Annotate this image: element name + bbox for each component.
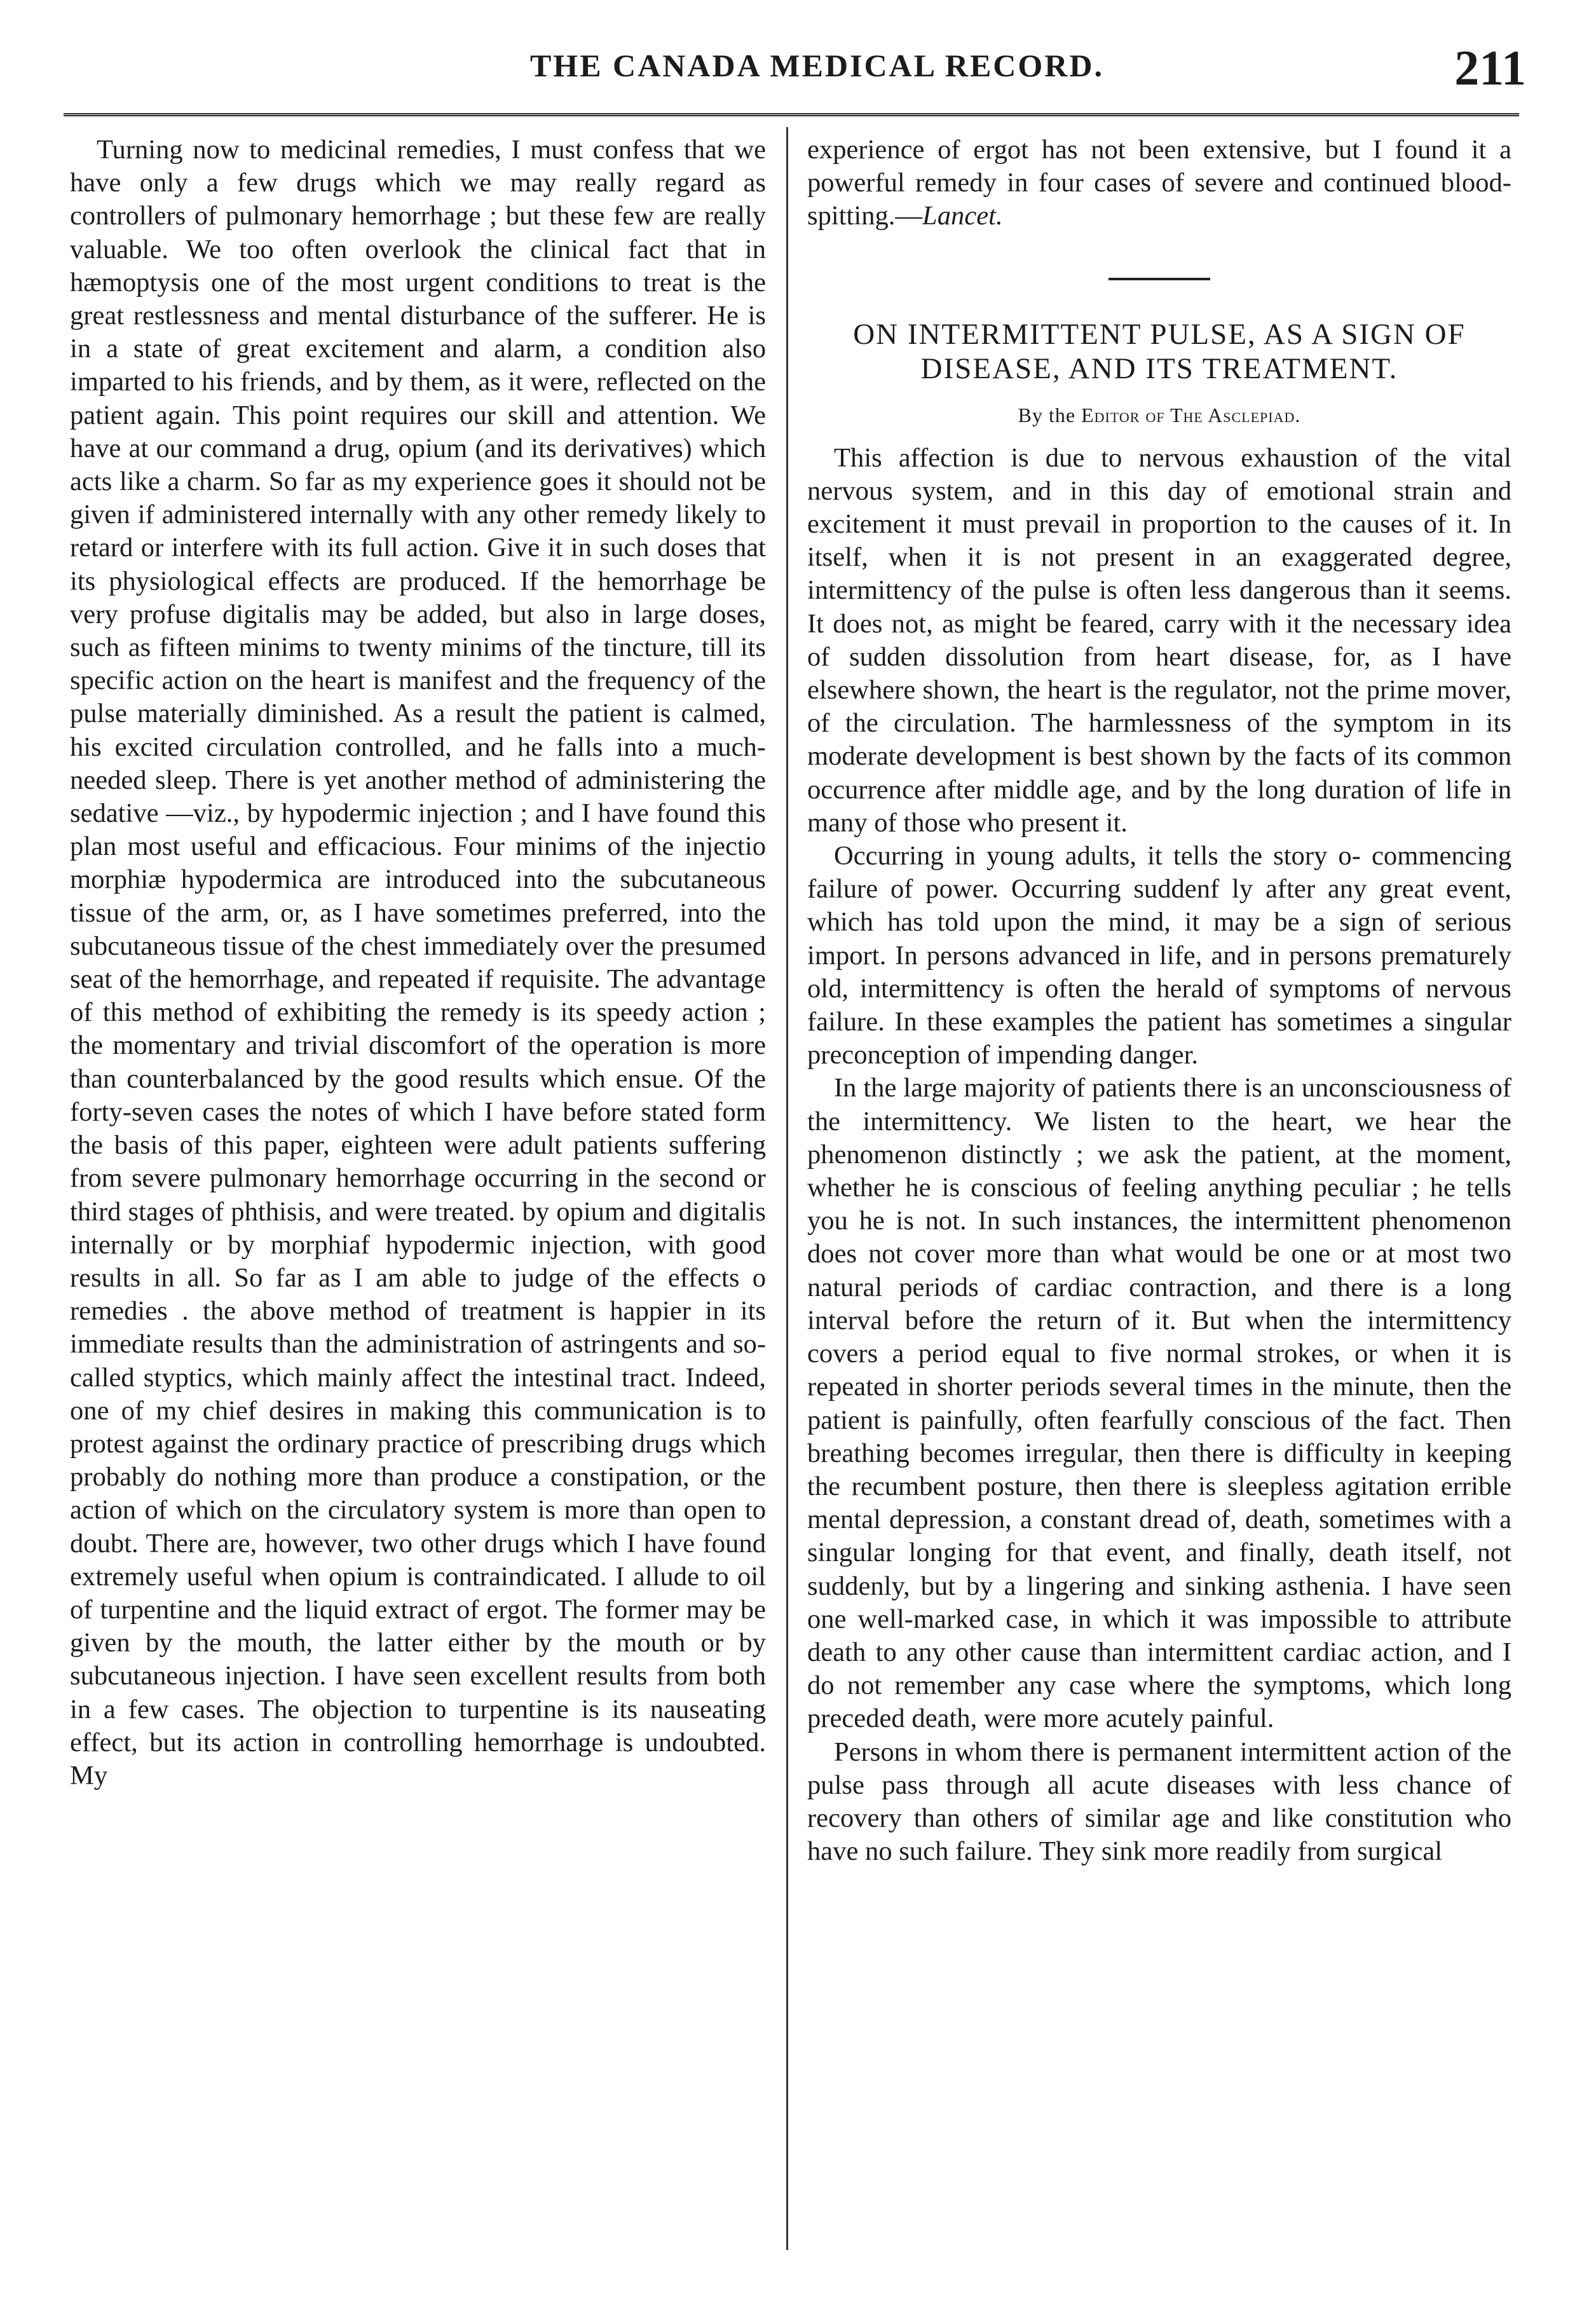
- paragraph: This affection is due to nervous exhaustion of the vital nervous system, and in this day of emotional strain and excitement it must prevail in proportion to the causes of it. In itself, when it is not present in an exaggerated degree, intermittency of the pulse is often less dangerous than it seems. It does not, as might be feared, carry with it the necessary idea of sudden dissolution from heart disease, for, as I have elsewhere shown, the heart is the regulator, not the prime mover, of the circulation. The harmlessness of the symptom in its moderate development is best shown by the facts of its common occurrence after middle age, and by the long duration of life in many of those who present it.: [807, 442, 1511, 838]
- page-number: 211: [1454, 40, 1526, 95]
- continuation-text: experience of ergot has not been extensive, but I found it a powerful remedy in four cases of severe and continued blood-spitting.—: [807, 135, 1511, 231]
- continuation-source: Lancet.: [922, 201, 1003, 231]
- continued-paragraph: [807, 133, 1511, 233]
- right-column: [807, 133, 1511, 1868]
- page-header: [0, 39, 1596, 103]
- header-rule: [64, 113, 1519, 116]
- article-title: ON INTERMITTENT PULSE, AS A SIGN OF DISEASE, AND ITS TREATMENT.: [853, 317, 1466, 385]
- byline-prefix: By the: [1018, 403, 1076, 426]
- running-head: THE CANADA MEDICAL RECORD.: [529, 48, 1105, 83]
- byline: [807, 402, 1511, 428]
- paragraph: Turning now to medicinal remedies, I must confess that we have only a few drugs which we may really regard as controllers of pulmonary hemorrhage ; but these few are really valuable. We too often overlook the clinical fact that in hæmoptysis one of the most urgent conditions to treat is the great restlessness and mental disturbance of the sufferer. He is in a state of great excitement and alarm, a condition also imparted to his friends, and by them, as it were, reflected on the patient again. This point requires our skill and attention. We have at our command a drug, opium (and its derivatives) which acts like a charm. So far as my experience goes it should not be given if administered internally with any other remedy likely to retard or interfere with its full action. Give it in such doses that its physiological effects are produced. If the hemorrhage be very profuse digitalis may be added, but also in large doses, such as fifteen minims to twenty minims of the tincture, till its specific action on the heart is manifest and the frequency of the pulse materially diminished. As a result the patient is calmed, his excited circulation controlled, and he falls into a much-needed sleep. There is yet another method of administering the sedative —viz., by hypodermic injection ; and I have found this plan most useful and efficacious. Four minims of the injectio morphiæ hypodermica are introduced into the subcutaneous tissue of the arm, or, as I have sometimes preferred, into the subcutaneous tissue of the chest immediately over the presumed seat of the hemorrhage, and repeated if requisite. The advantage of this method of exhibiting the remedy is its speedy action ; the momentary and trivial discomfort of the operation is more than counterbalanced by the good results which ensue. Of the forty-seven cases the notes of which I have before stated form the basis of this paper, eighteen were adult patients suffering from severe pulmonary hemorrhage occurring in the second or third stages of phthisis, and were treated. by opium and digitalis internally or by morphiaf hypodermic injection, with good results in all. So far as I am able to judge of the effects o remedies . the above method of treatment is happier in its immediate results than the administration of astringents and so-called styptics, which mainly affect the intestinal tract. Indeed, one of my chief desires in making this communication is to protest against the ordinary practice of prescribing drugs which probably do nothing more than produce a constipation, or the action of which on the circulatory system is more than open to doubt. There are, however, two other drugs which I have found extremely useful when opium is contraindicated. I allude to oil of turpentine and the liquid extract of ergot. The former may be given by the mouth, the latter either by the mouth or by subcutaneous injection. I have seen excellent results from both in a few cases. The objection to turpentine is its nauseating effect, but its action in controlling hemorrhage is undoubted. My: [70, 135, 766, 1791]
- left-column: [70, 133, 766, 1792]
- byline-author: Editor of The Asclepiad.: [1081, 403, 1301, 426]
- paragraph: In the large majority of patients there is an unconsciousness of the intermittency. We listen to the heart, we hear the phenomenon distinctly ; we ask the patient, at the moment, whether he is conscious of feeling anything peculiar ; he tells you he is not. In such instances, the intermittent phenomenon does not cover more than what would be one or at most two natural periods of cardiac contraction, and there is a long interval before the return of it. But when the intermittency covers a period equal to five normal strokes, or when it is repeated in shorter periods several times in the minute, then the patient is painfully, often fearfully conscious of the fact. Then breathing becomes irregular, then there is difficulty in keeping the recumbent posture, then there is sleepless agitation errible mental depression, a constant dread of, death, sometimes with a singular longing for that event, and finally, death itself, not suddenly, but by a lingering and sinking asthenia. I have seen one well-marked case, in which it was impossible to attribute death to any other cause than intermittent cardiac action, and I do not remember any case where the symptoms, which long preceded death, were more acutely painful.: [807, 1073, 1511, 1734]
- column-divider: [786, 127, 788, 2250]
- section-divider: [1108, 278, 1210, 280]
- paragraph: Persons in whom there is permanent intermittent action of the pulse pass through all acute diseases with less chance of recovery than others of similar age and like constitution who have no such failure. They sink more readily from surgical: [807, 1736, 1511, 1867]
- paragraph: Occurring in young adults, it tells the story o- commencing failure of power. Occurring suddenf ly after any great event, which has told upon the mind, it may be a sign of serious import. In persons advanced in life, and in persons prematurely old, intermittency is often the herald of symptoms of nervous failure. In these examples the patient has sometimes a singular preconception of impending danger.: [807, 841, 1511, 1070]
